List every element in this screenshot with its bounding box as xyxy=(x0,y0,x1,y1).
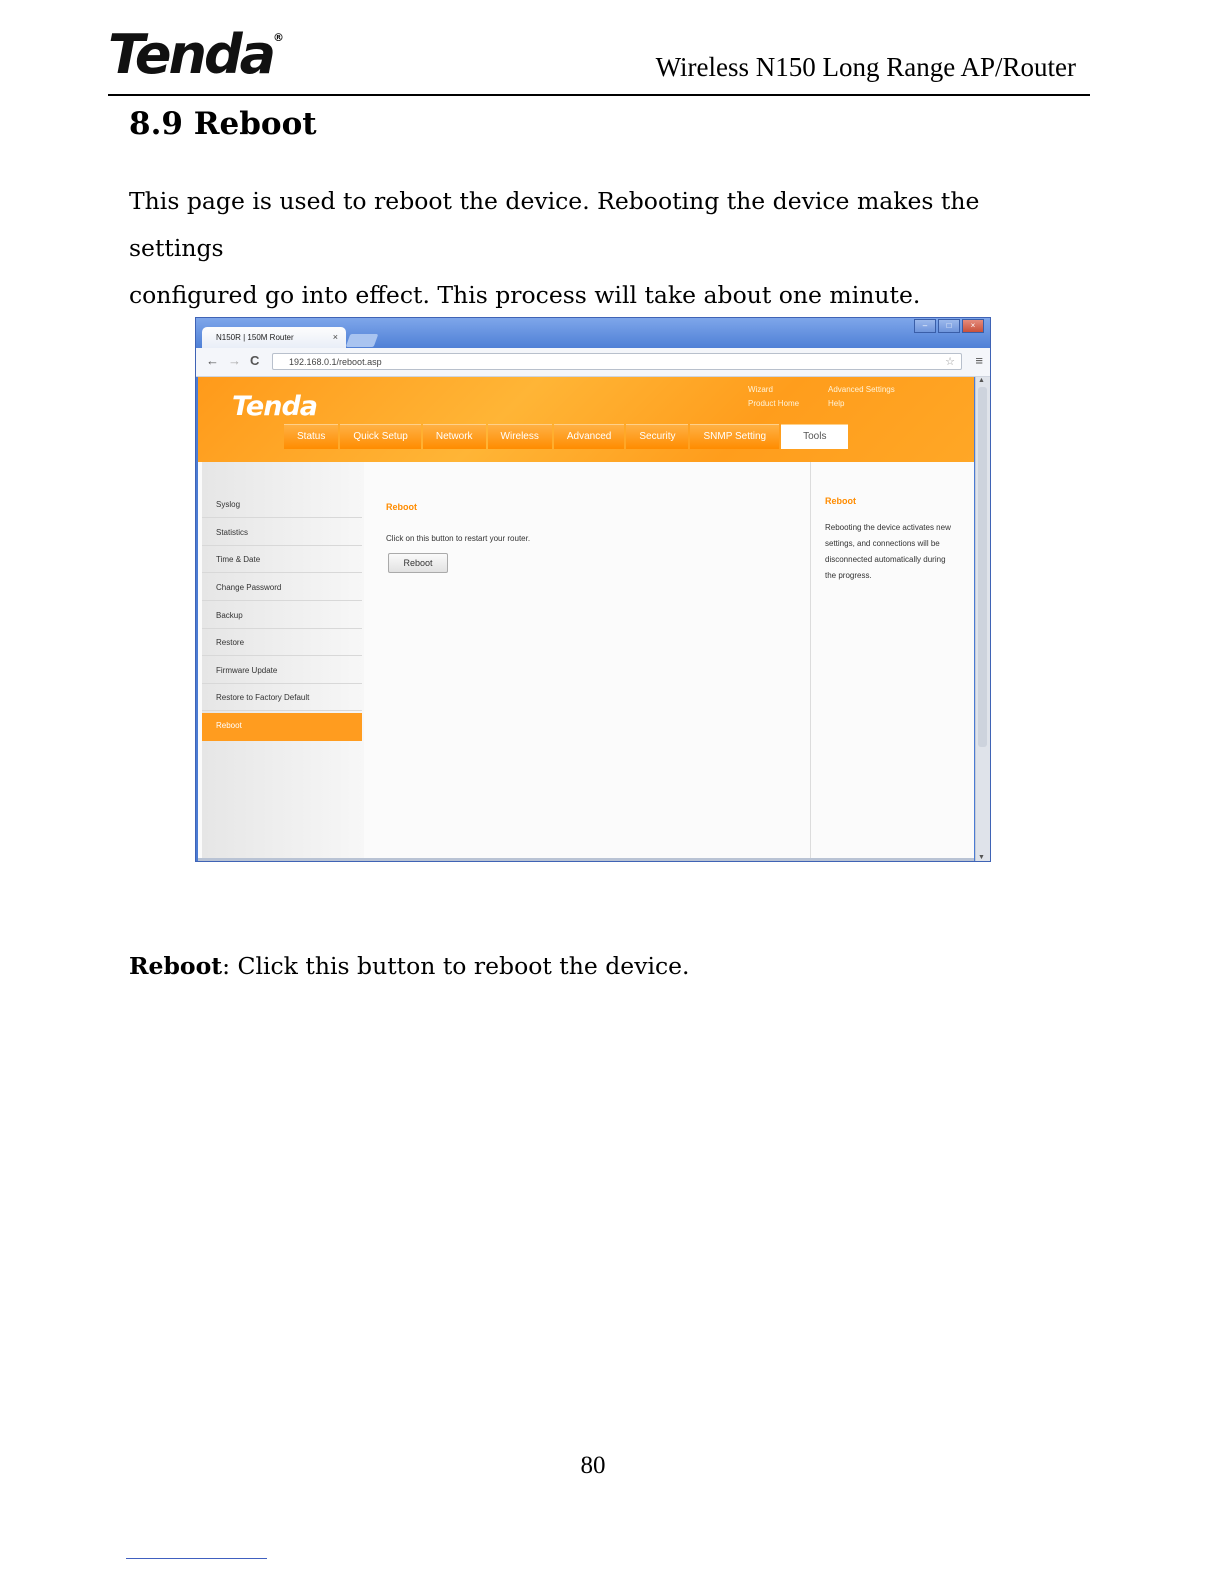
address-bar[interactable] xyxy=(272,353,962,370)
sidebar-item-restore-factory-default[interactable]: Restore to Factory Default xyxy=(202,685,362,711)
reboot-button[interactable]: Reboot xyxy=(388,553,448,573)
scroll-down-icon[interactable]: ▼ xyxy=(978,854,985,861)
browser-tabstrip xyxy=(196,318,990,348)
reload-icon[interactable]: C xyxy=(250,353,260,368)
link-help[interactable]: Help xyxy=(828,399,845,408)
address-text: 192.168.0.1/reboot.asp xyxy=(289,357,382,367)
sidebar-item-syslog[interactable]: Syslog xyxy=(202,492,362,518)
browser-tab-title: N150R | 150M Router xyxy=(216,333,294,342)
browser-tab[interactable] xyxy=(202,327,346,348)
help-text: Rebooting the device activates new settings, and connections will be disconnected automatically during the progress. xyxy=(825,523,951,580)
help-panel xyxy=(810,462,971,860)
router-top-links xyxy=(748,383,968,411)
router-screenshot xyxy=(195,317,991,862)
sidebar-item-firmware-update[interactable]: Firmware Update xyxy=(202,658,362,684)
vertical-scrollbar[interactable] xyxy=(975,377,990,861)
tab-snmp-setting[interactable]: SNMP Setting xyxy=(690,424,779,449)
horizontal-scrollbar[interactable] xyxy=(198,858,974,861)
tab-wireless[interactable]: Wireless xyxy=(488,424,552,449)
new-tab-button[interactable] xyxy=(346,334,379,347)
sidebar-item-statistics[interactable]: Statistics xyxy=(202,520,362,546)
logo-text: Tenda xyxy=(108,23,274,86)
link-product-home[interactable]: Product Home xyxy=(748,399,800,408)
close-window-icon[interactable]: × xyxy=(962,319,984,333)
header-divider xyxy=(108,94,1090,96)
link-advanced-settings[interactable]: Advanced Settings xyxy=(828,385,895,394)
router-logo: Tenda xyxy=(232,391,318,422)
intro-line-1: This page is used to reboot the device. Rebooting the device makes the settings xyxy=(129,187,980,262)
minimize-icon[interactable]: – xyxy=(914,319,936,333)
tab-quick-setup[interactable]: Quick Setup xyxy=(340,424,420,449)
product-title: Wireless N150 Long Range AP/Router xyxy=(655,52,1076,82)
router-content xyxy=(198,462,974,860)
bookmark-star-icon[interactable]: ☆ xyxy=(945,356,955,368)
page-number: 80 xyxy=(580,1452,606,1479)
note-text: : Click this button to reboot the device. xyxy=(222,952,690,980)
tab-tools[interactable]: Tools xyxy=(781,424,848,449)
tools-sidebar xyxy=(202,462,364,860)
tenda-logo xyxy=(108,23,285,86)
sidebar-item-change-password[interactable]: Change Password xyxy=(202,575,362,601)
registered-mark: ® xyxy=(273,31,285,44)
maximize-icon[interactable]: □ xyxy=(938,319,960,333)
main-title: Reboot xyxy=(386,502,417,512)
tab-network[interactable]: Network xyxy=(423,424,486,449)
main-description: Click on this button to restart your router. xyxy=(386,534,531,543)
tab-close-icon[interactable]: × xyxy=(332,332,338,342)
router-tabs xyxy=(284,424,848,448)
footnote-divider xyxy=(126,1558,267,1559)
scroll-up-icon[interactable]: ▲ xyxy=(978,377,985,384)
tab-advanced[interactable]: Advanced xyxy=(554,424,624,449)
back-icon[interactable]: ← xyxy=(206,353,219,368)
help-title: Reboot xyxy=(825,496,856,506)
intro-paragraph xyxy=(129,178,1059,319)
sidebar-item-time-date[interactable]: Time & Date xyxy=(202,547,362,573)
sidebar-item-restore[interactable]: Restore xyxy=(202,630,362,656)
section-heading: 8.9 Reboot xyxy=(129,106,317,142)
link-wizard[interactable]: Wizard xyxy=(748,385,773,394)
note-term: Reboot xyxy=(129,952,223,980)
sidebar-item-backup[interactable]: Backup xyxy=(202,603,362,629)
reboot-note xyxy=(129,946,690,986)
tab-status[interactable]: Status xyxy=(284,424,338,449)
sidebar-item-reboot[interactable]: Reboot xyxy=(202,713,362,741)
window-controls xyxy=(914,319,984,333)
scrollbar-thumb[interactable] xyxy=(978,387,987,747)
browser-menu-icon[interactable]: ≡ xyxy=(975,353,983,368)
browser-toolbar xyxy=(196,348,990,377)
router-header xyxy=(198,377,974,462)
tab-security[interactable]: Security xyxy=(626,424,688,449)
forward-icon[interactable]: → xyxy=(228,353,241,368)
intro-line-2: configured go into effect. This process will take about one minute. xyxy=(129,281,921,309)
